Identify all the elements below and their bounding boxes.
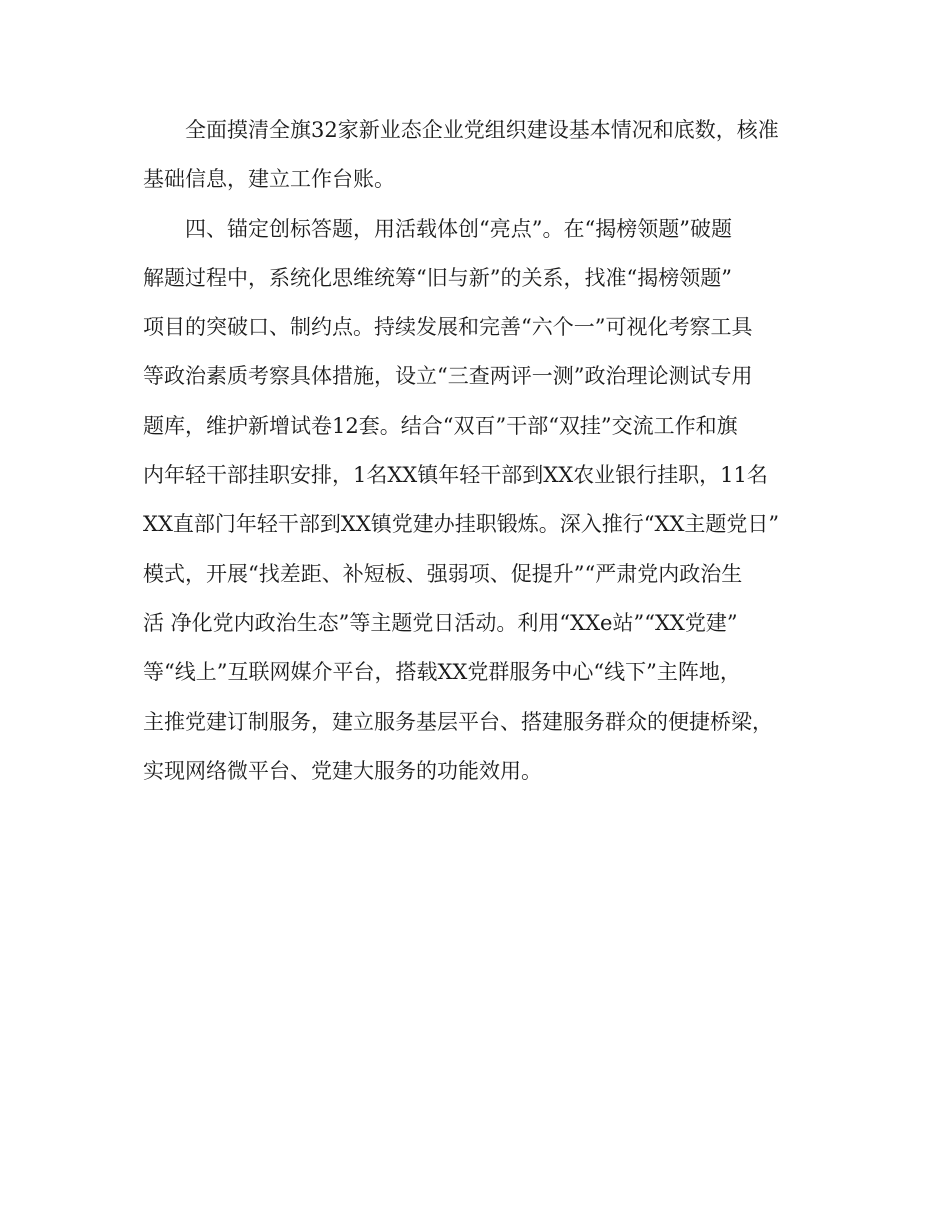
- line-text: 全面摸清全旗32家新业态企业党组织建设基本情况和底数，核准: [185, 118, 779, 142]
- text-line: [143, 205, 803, 254]
- line-text: 项目的突破口、制约点。持续发展和完善“六个一”可视化考察工具: [143, 315, 753, 340]
- line-text: 基础信息，建立工作台账。: [143, 167, 395, 192]
- text-line: [143, 155, 803, 204]
- text-line: [143, 451, 803, 500]
- text-line: [143, 402, 803, 451]
- text-line: [143, 550, 803, 599]
- text-line: [143, 648, 803, 697]
- document-body: [143, 106, 803, 796]
- line-text: 题库，维护新增试卷12套。结合“双百”干部“双挂”交流工作和旗: [143, 413, 738, 438]
- line-text: 等“线上”互联网媒介平台，搭载XX党群服务中心“线下”主阵地，: [143, 660, 741, 685]
- text-line: [143, 698, 803, 747]
- line-text: 实现网络微平台、党建大服务的功能效用。: [143, 758, 542, 783]
- line-text: 四、锚定创标答题，用活载体创“亮点”。在“揭榜领题”破题: [185, 216, 732, 241]
- text-line: [143, 352, 803, 401]
- line-text: 活 净化党内政治生态”等主题党日活动。利用“XXe站”“XX党建”: [143, 610, 738, 635]
- text-line: [143, 599, 803, 648]
- line-text: 模式，开展“找差距、补短板、强弱项、促提升”“严肃党内政治生: [143, 561, 743, 586]
- line-text: 解题过程中，系统化思维统筹“旧与新”的关系，找准“揭榜领题”: [143, 265, 732, 290]
- line-text: XX直部门年轻干部到XX镇党建办挂职锻炼。深入推行“XX主题党日”: [143, 512, 780, 537]
- text-line: [143, 106, 803, 155]
- line-text: 主推党建订制服务，建立服务基层平台、搭建服务群众的便捷桥梁，: [143, 709, 773, 734]
- text-line: [143, 747, 803, 796]
- text-line: [143, 500, 803, 549]
- text-line: [143, 303, 803, 352]
- text-line: [143, 254, 803, 303]
- line-text: 内年轻干部挂职安排，1名XX镇年轻干部到XX农业银行挂职，11名: [143, 463, 768, 488]
- line-text: 等政治素质考察具体措施，设立“三查两评一测”政治理论测试专用: [143, 364, 753, 389]
